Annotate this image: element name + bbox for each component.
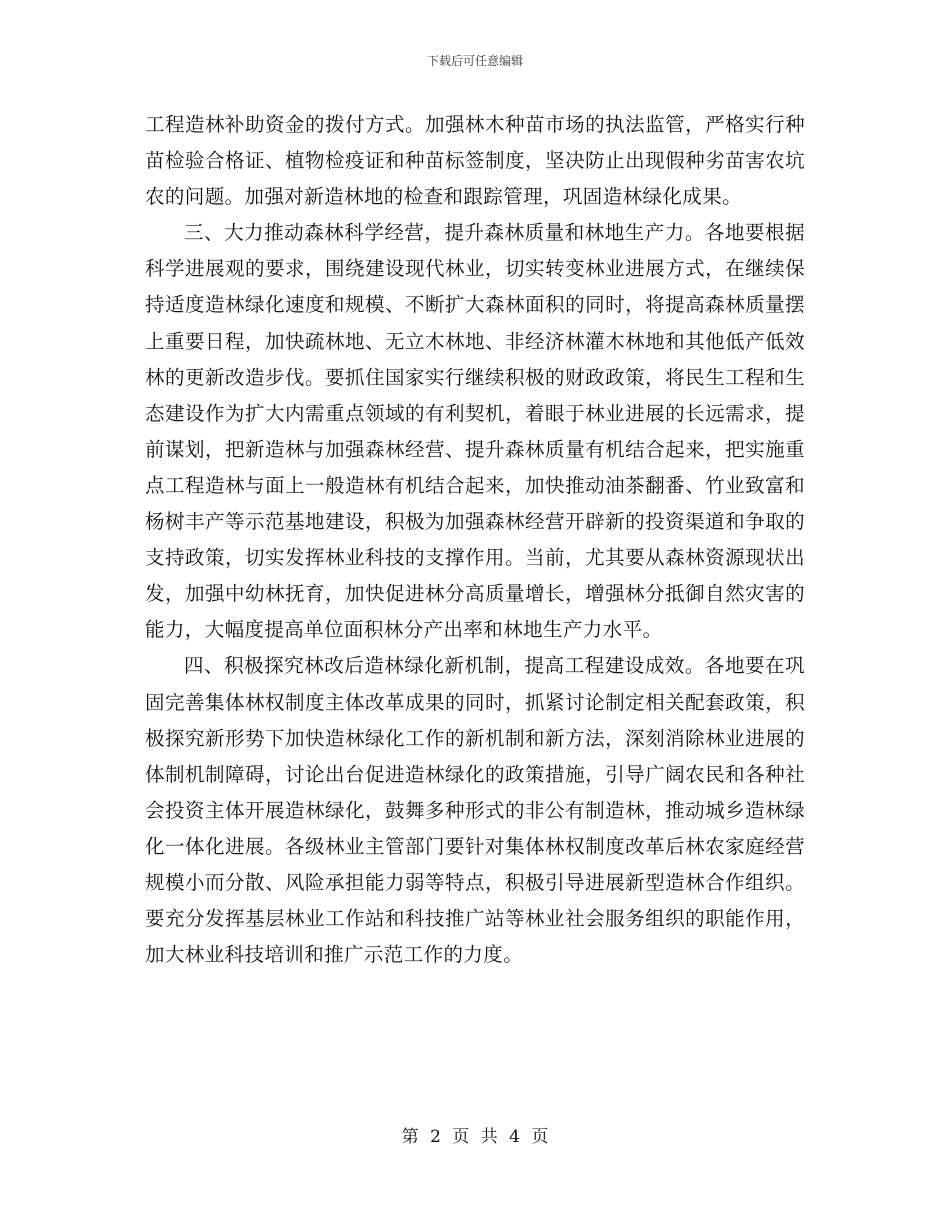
paragraph-section-three: 三、大力推动森林科学经营，提升森林质量和林地生产力。各地要根据科学进展观的要求，围绕建设现代林业，切实转变林业进展方式，在继续保持适度造林绿化速度和规模、不断扩大森林面积的同时，将提高森林质量摆上重要日程，加快疏林地、无立木林地、非经济林灌木林地和其他低产低效林的更新改造步伐。要抓住国家实行继续积极的财政政策，将民生工程和生态建设作为扩大内需重点领域的有利契机，着眼于林业进展的长远需求，提前谋划，把新造林与加强森林经营、提升森林质量有机结合起来，把实施重点工程造林与面上一般造林有机结合起来，加快推动油茶翻番、竹业致富和杨树丰产等示范基地建设，积极为加强森林经营开辟新的投资渠道和争取的支持政策，切实发挥林业科技的支撑作用。当前，尤其要从森林资源现状出发，加强中幼林抚育，加快促进林分高质量增长，增强林分抵御自然灾害的能力，大幅度提高单位面积林分产出率和林地生产力水平。: [145, 221, 805, 642]
paragraph-continuation: 工程造林补助资金的拨付方式。加强林木种苗市场的执法监管，严格实行种苗检验合格证、植物检疫证和种苗标签制度，坚决防止出现假种劣苗害农坑农的问题。加强对新造林地的检查和跟踪管理，巩固造林绿化成果。: [145, 113, 805, 209]
page-header-note: 下载后可任意编辑: [426, 54, 523, 68]
document-body: [145, 107, 805, 973]
paragraph-section-four: 四、积极探究林改后造林绿化新机制，提高工程建设成效。各地要在巩固完善集体林权制度主体改革成果的同时，抓紧讨论制定相关配套政策，积极探究新形势下加快造林绿化工作的新机制和新方法，深刻消除林业进展的体制机制障碍，讨论出台促进造林绿化的政策措施，引导广阔农民和各种社会投资主体开展造林绿化，鼓舞多种形式的非公有制造林，推动城乡造林绿化一体化进展。各级林业主管部门要针对集体林权制度改革后林农家庭经营规模小而分散、风险承担能力弱等特点，积极引导进展新型造林合作组织。要充分发挥基层林业工作站和科技推广站等林业社会服务组织的职能作用，加大林业科技培训和推广示范工作的力度。: [145, 654, 805, 967]
page-number: 第 2 页 共 4 页: [401, 1127, 549, 1147]
